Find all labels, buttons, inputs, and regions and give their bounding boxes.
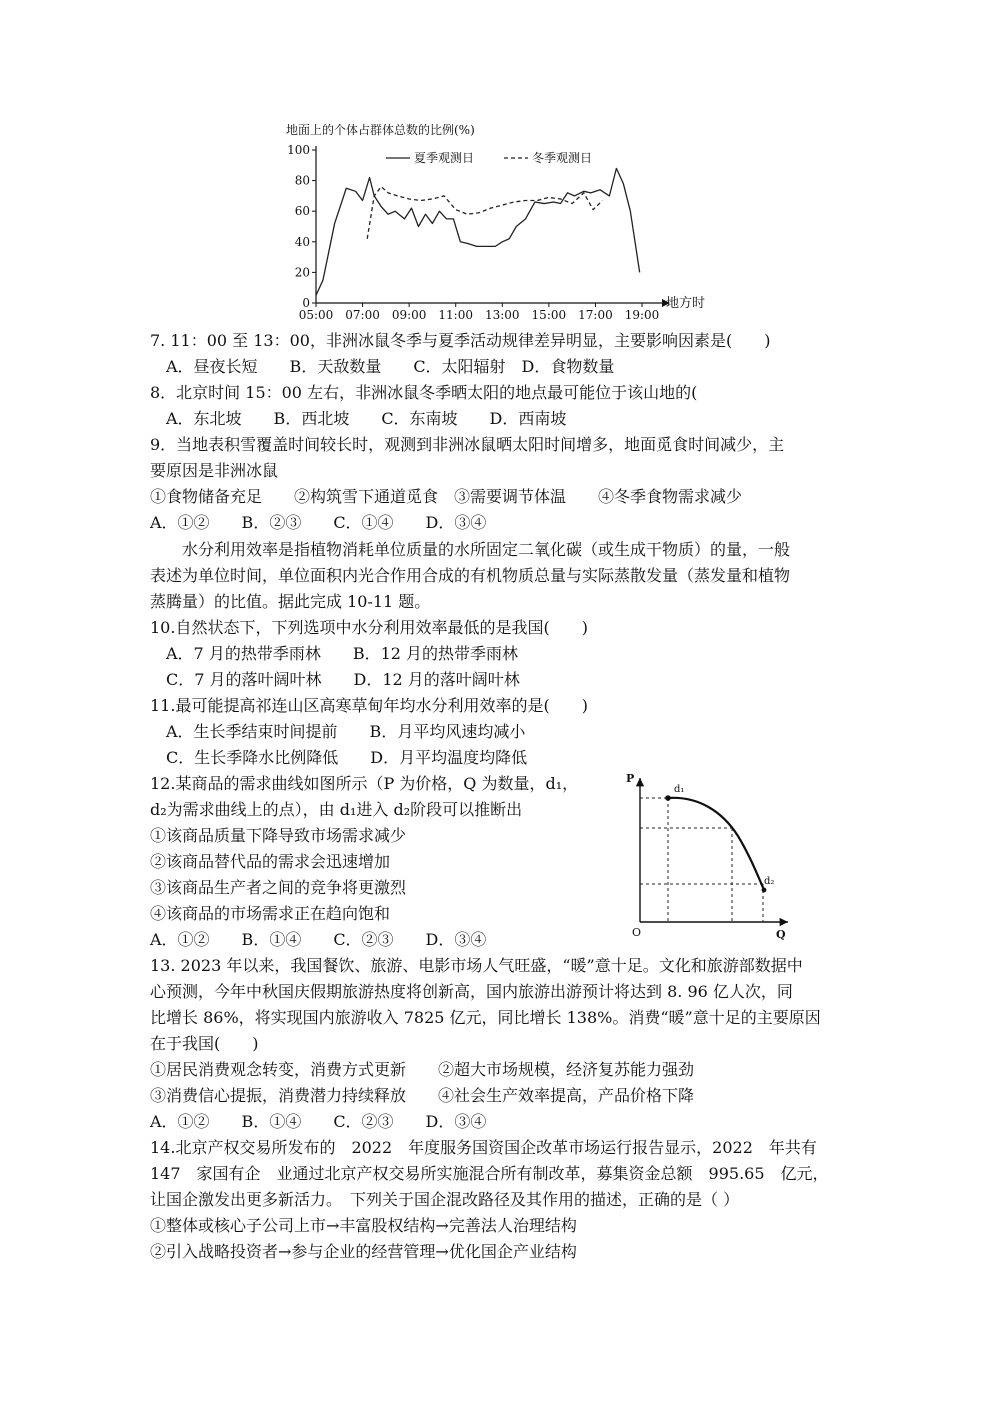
origin-label: O	[632, 926, 642, 939]
q12-choice-3: ③该商品生产者之间的竞争将更激烈	[150, 878, 407, 897]
grid-guides	[640, 798, 763, 922]
q9-options: A．①② B．②③ C．①④ D．③④	[150, 513, 487, 532]
chart-series	[316, 168, 640, 295]
x-tick-label: 11:00	[438, 308, 474, 322]
q7-stem: 7. 11：00 至 13：00，非洲冰鼠冬季与夏季活动规律差异明显，主要影响因素是( )	[150, 331, 771, 350]
x-tick-label: 19:00	[624, 308, 660, 322]
q13-choices-34: ③消费信心提振，消费潜力持续释放 ④社会生产效率提高，产品价格下降	[150, 1086, 695, 1105]
x-tick-label: 13:00	[484, 308, 520, 322]
q12-choice-1: ①该商品质量下降导致市场需求减少	[150, 826, 407, 845]
q13-options: A．①② B．①④ C．②③ D．③④	[150, 1112, 487, 1131]
y-tick-label: 80	[294, 173, 310, 188]
q13-stem-2: 心预测，今年中秋国庆假期旅游热度将创新高，国内旅游出游预计将达到 8. 96 亿人次，同	[150, 982, 793, 1001]
label-d2: d₂	[764, 876, 775, 887]
demand-curve	[668, 798, 764, 890]
q8-options: A．东北坡 B．西北坡 C．东南坡 D．西南坡	[150, 409, 567, 428]
q13-stem-4: 在于我国( )	[150, 1034, 259, 1053]
x-tick-label: 05:00	[298, 308, 334, 322]
q11-options-cd: C．生长季降水比例降低 D．月平均温度均降低	[150, 748, 528, 767]
q12-choice-2: ②该商品替代品的需求会迅速增加	[150, 852, 391, 871]
q13-stem-3: 比增长 86%，将实现国内旅游收入 7825 亿元，同比增长 138%。消费“暖”意十足的主要原因	[150, 1008, 821, 1027]
x-tick-label: 17:00	[578, 308, 613, 322]
x-tick-label: 07:00	[345, 308, 380, 322]
q12-stem-1: 12.某商品的需求曲线如图所示（P 为价格，Q 为数量，d₁，	[150, 774, 579, 793]
q7-options: A．昼夜长短 B．天敌数量 C．太阳辐射 D．食物数量	[150, 357, 615, 376]
q9-choices: ①食物储备充足 ②构筑雪下通道觅食 ③需要调节体温 ④冬季食物需求减少	[150, 487, 743, 506]
passage-line-2: 表述为单位时间，单位面积内光合作用合成的有机物质总量与实际蒸散发量（蒸发量和植物	[150, 566, 791, 585]
x-tick-label: 09:00	[391, 308, 427, 322]
q12-stem-2: d₂为需求曲线上的点），由 d₁进入 d₂阶段可以推断出	[150, 800, 523, 819]
p-axis-label: P	[626, 772, 635, 785]
q14-stem-3: 让国企激发出更多新活力。 下列关于国企混改路径及其作用的描述，正确的是（ ）	[150, 1190, 740, 1209]
q8-stem: 8．北京时间 15：00 左右，非洲冰鼠冬季晒太阳的地点最可能位于该山地的(	[150, 383, 698, 402]
q9-stem-1: 9．当地表积雪覆盖时间较长时，观测到非洲冰鼠晒太阳时间增多，地面觅食时间减少，主	[150, 435, 785, 454]
q11-options-ab: A．生长季结束时间提前 B．月平均风速均减小	[150, 722, 526, 741]
q10-options-cd: C．7 月的落叶阔叶林 D．12 月的落叶阔叶林	[150, 670, 520, 689]
y-tick-label: 0	[302, 296, 310, 310]
legend-winter-label: 冬季观测日	[532, 151, 593, 165]
q9-stem-2: 要原因是非洲冰鼠	[150, 461, 279, 480]
x-axis-label: 地方时	[666, 296, 706, 311]
activity-line-chart	[282, 116, 712, 326]
point-d1	[665, 795, 671, 801]
y-tick-label: 40	[294, 234, 310, 249]
q14-choice-1: ①整体或核心子公司上市→丰富股权结构→完善法人治理结构	[150, 1216, 577, 1235]
point-d2	[762, 888, 767, 893]
y-tick-labels	[287, 143, 316, 310]
passage-line-1: 水分利用效率是指植物消耗单位质量的水所固定二氧化碳（或生成干物质）的量，一般	[150, 540, 791, 559]
x-tick-labels	[299, 303, 660, 322]
demand-curve-chart	[618, 766, 798, 944]
q14-choice-2: ②引入战略投资者→参与企业的经营管理→优化国企产业结构	[150, 1242, 577, 1261]
q-axis-label: Q	[776, 928, 786, 941]
q12-options: A．①② B．①④ C．②③ D．③④	[150, 930, 487, 949]
q13-choices-12: ①居民消费观念转变，消费方式更新 ②超大市场规模，经济复苏能力强劲	[150, 1060, 695, 1079]
q13-stem-1: 13. 2023 年以来，我国餐饮、旅游、电影市场人气旺盛，“暖”意十足。文化和旅游部数据中	[150, 956, 803, 975]
y-tick-label: 20	[294, 265, 310, 280]
q10-stem: 10.自然状态下，下列选项中水分利用效率最低的是我国( )	[150, 618, 588, 637]
chart-legend	[386, 150, 592, 165]
y-tick-label: 60	[294, 204, 310, 219]
label-d1: d₁	[674, 784, 685, 795]
passage-line-3: 蒸腾量）的比值。据此完成 10-11 题。	[150, 592, 431, 611]
q12-choice-4: ④该商品的市场需求正在趋向饱和	[150, 904, 391, 923]
q14-stem-2: 147 家国有企 业通过北京产权交易所实施混合所有制改革，募集资金总额 995.65 亿元，	[150, 1164, 829, 1183]
legend-summer-label: 夏季观测日	[414, 151, 475, 165]
x-tick-label: 15:00	[531, 308, 567, 322]
q14-stem-1: 14.北京产权交易所发布的 2022 年度服务国资国企改革市场运行报告显示，2022 年共有	[150, 1138, 817, 1157]
summer-series-line	[316, 168, 640, 295]
q11-stem: 11.最可能提高祁连山区高寒草甸年均水分利用效率的是( )	[150, 696, 588, 715]
y-tick-label: 100	[287, 143, 310, 157]
chart-title: 地面上的个体占群体总数的比例(%)	[286, 123, 475, 137]
q10-options-ab: A．7 月的热带季雨林 B．12 月的热带季雨林	[150, 644, 519, 663]
